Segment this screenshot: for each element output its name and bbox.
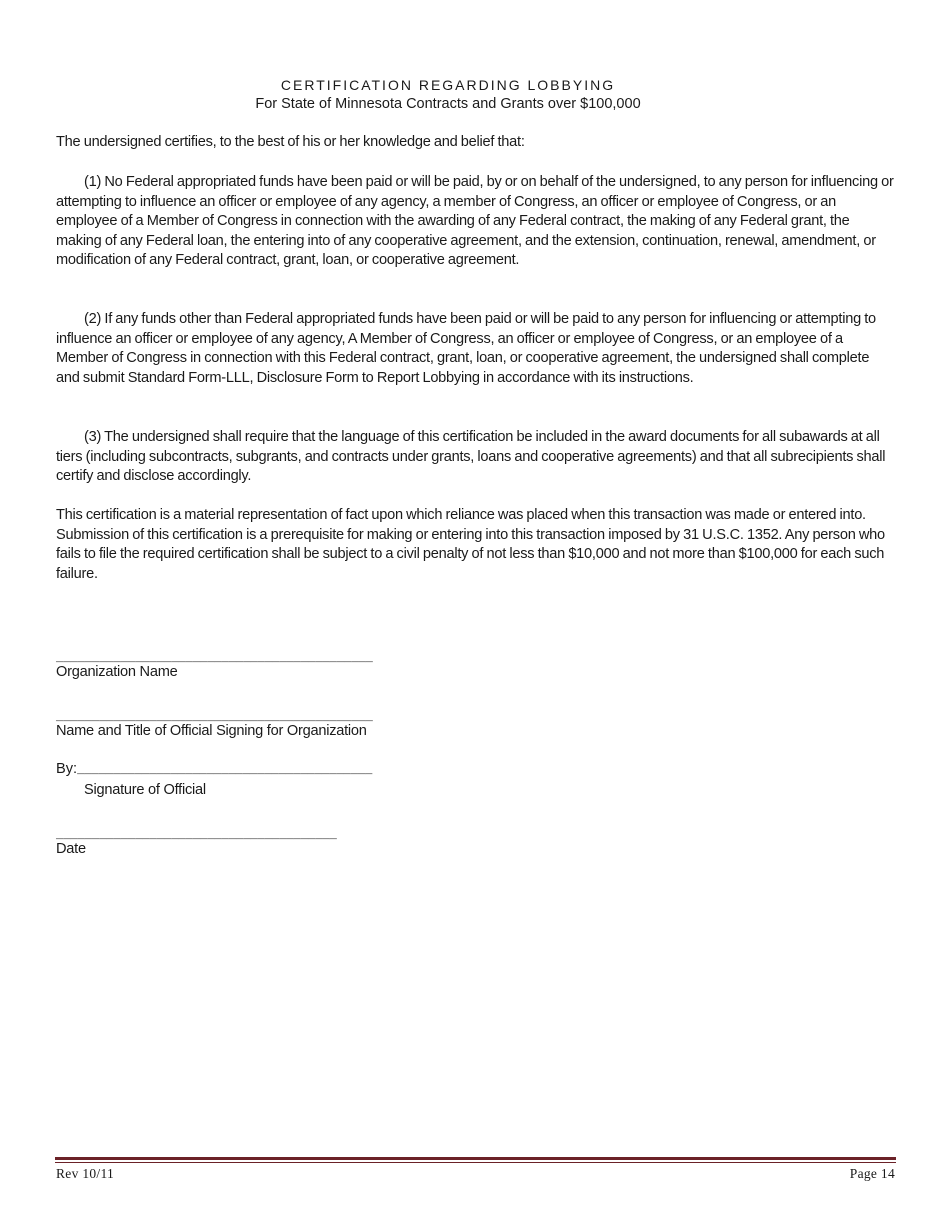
organization-name-label: Organization Name <box>56 664 178 680</box>
official-name-title-blank: ____________________________________________ <box>56 710 373 724</box>
organization-name-blank: ____________________________________________ <box>56 651 373 665</box>
document-page <box>56 0 896 1230</box>
page-number: Page 14 <box>849 1166 895 1181</box>
page-title: CERTIFICATION REGARDING LOBBYING <box>280 77 616 93</box>
footer-rule <box>55 1157 896 1160</box>
revision-label: Rev 10/11 <box>56 1166 115 1181</box>
intro-paragraph: The undersigned certifies, to the best of his or her knowledge and belief that: <box>56 134 525 150</box>
by-label: By: <box>56 761 78 777</box>
date-label: Date <box>56 841 86 857</box>
clause-2-paragraph: (2) If any funds other than Federal appropriated funds have been paid or will be paid to any person for influencing or attempting to influence an officer or employee of any agency, A Member of Congress, an officer or employee of Congress, or an employee of a Member of Congress in connection with this Federal contract, grant, loan, or cooperative agreement, the undersigned shall complete and submit Standard Form-LLL, Disclosure Form to Report Lobbying in accordance with its instructions. <box>56 311 876 386</box>
signature-label: Signature of Official <box>84 782 206 798</box>
official-name-title-label: Name and Title of Official Signing for Organization <box>56 723 367 739</box>
penalty-paragraph: This certification is a material representation of fact upon which reliance was placed when this transaction was made or entered into. Submission of this certification is a prerequisite for making or entering into this transaction imposed by 31 U.S.C. 1352. Any person who fails to file the required certification shall be subject to a civil penalty of not less than $10,000 and not more than $100,000 for each such failure. <box>56 507 885 582</box>
signature-blank: _________________________________________ <box>77 763 373 777</box>
clause-3-paragraph: (3) The undersigned shall require that the language of this certification be included in the award documents for all subawards at all tiers (including subcontracts, subgrants, and contracts under grants, loans and cooperative agreements) and that all subrecipients shall certify and disclose accordingly. <box>56 429 886 485</box>
footer-rule-thin <box>55 1162 896 1163</box>
signature-by-row <box>56 763 372 776</box>
clause-1-paragraph: (1) No Federal appropriated funds have been paid or will be paid, by or on behalf of the undersigned, to any person for influencing or attempting to influence an officer or employee of any agency, a member of Congress, an officer or employee of Congress, or an employee of a Member of Congress in connection with the awarding of any Federal contract, the making of any Federal grant, the making of any Federal loan, the entering into of any cooperative agreement, and the extension, continuation, renewal, amendment, or modification of any Federal contract, grant, loan, or cooperative agreement. <box>56 174 894 269</box>
date-blank: _______________________________________ <box>56 828 337 842</box>
page-subtitle: For State of Minnesota Contracts and Grants over $100,000 <box>255 96 641 112</box>
